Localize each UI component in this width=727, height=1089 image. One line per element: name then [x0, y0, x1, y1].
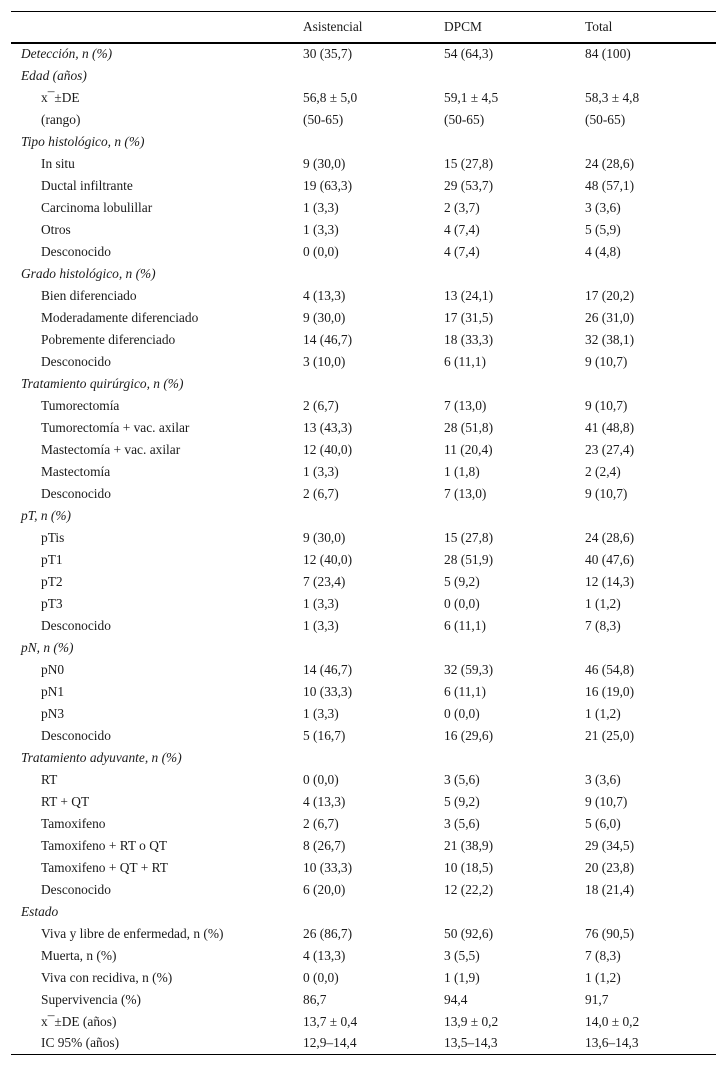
section-row: [11, 637, 716, 659]
cell-total: 24 (28,6): [585, 155, 635, 171]
row-label: Mastectomía + vac. axilar: [41, 441, 181, 457]
row-label: Supervivencia (%): [41, 991, 142, 1007]
row-label: Muerta, n (%): [41, 947, 117, 963]
table-row: [11, 703, 716, 725]
row-label: Tratamiento adyuvante, n (%): [21, 749, 182, 765]
cell-dpcm: 15 (27,8): [444, 529, 494, 545]
cell-asistencial: 5 (16,7): [303, 727, 346, 743]
cell-asistencial: 0 (0,0): [303, 771, 339, 787]
row-label: Edad (años): [21, 67, 87, 83]
cell-asistencial: 3 (10,0): [303, 353, 346, 369]
row-label: Estado: [21, 903, 59, 919]
table-row: [11, 395, 716, 417]
table-row: [11, 285, 716, 307]
table-body: [11, 43, 716, 1055]
table-row: [11, 483, 716, 505]
cell-total: 24 (28,6): [585, 529, 635, 545]
cell-asistencial: 12,9–14,4: [293, 1033, 434, 1055]
cell-total: 46 (54,8): [585, 661, 635, 677]
cell-asistencial: [293, 747, 434, 769]
table-row: [11, 945, 716, 967]
cell-dpcm: 94,4: [444, 991, 468, 1007]
row-label: Carcinoma lobulillar: [41, 199, 153, 215]
cell-total: [575, 505, 716, 527]
cell-dpcm: 32 (59,3): [444, 661, 494, 677]
cell-dpcm: 0 (0,0): [444, 705, 480, 721]
cell-total: 3 (3,6): [585, 199, 621, 215]
table-row: [11, 615, 716, 637]
table-row: [11, 527, 716, 549]
cell-total: 1 (1,2): [585, 969, 621, 985]
row-label: Tamoxifeno + RT o QT: [41, 837, 168, 853]
cell-asistencial: 4 (13,3): [303, 793, 346, 809]
cell-asistencial: 14 (46,7): [303, 331, 353, 347]
cell-asistencial: 12 (40,0): [303, 551, 353, 567]
cell-dpcm: [434, 505, 575, 527]
row-label: Tumorectomía + vac. axilar: [41, 419, 190, 435]
cell-dpcm: 16 (29,6): [444, 727, 494, 743]
cell-total: 9 (10,7): [585, 793, 628, 809]
cell-dpcm: 18 (33,3): [444, 331, 494, 347]
table-row: [11, 417, 716, 439]
cell-dpcm: [434, 901, 575, 923]
cell-asistencial: 1 (3,3): [303, 617, 339, 633]
cell-total: [575, 131, 716, 153]
cell-total: 12 (14,3): [585, 573, 635, 589]
cell-dpcm: 29 (53,7): [444, 177, 494, 193]
cell-asistencial: [293, 901, 434, 923]
cell-asistencial: 7 (23,4): [303, 573, 346, 589]
cell-dpcm: 3 (5,6): [444, 771, 480, 787]
cell-total: 23 (27,4): [585, 441, 635, 457]
table-container: [11, 11, 716, 1055]
cell-total: 7 (8,3): [585, 947, 621, 963]
table-row: [11, 813, 716, 835]
row-label: (rango): [41, 111, 81, 127]
row-label: Tamoxifeno: [41, 815, 106, 831]
cell-dpcm: [434, 65, 575, 87]
cell-dpcm: 4 (7,4): [444, 221, 480, 237]
cell-dpcm: 11 (20,4): [444, 441, 493, 457]
row-label: RT: [41, 771, 58, 787]
row-label: Tumorectomía: [41, 397, 120, 413]
cell-dpcm: 5 (9,2): [444, 573, 480, 589]
cell-dpcm: 1 (1,9): [444, 969, 480, 985]
table-row: [11, 87, 716, 109]
cell-asistencial: 26 (86,7): [303, 925, 353, 941]
cell-total: 18 (21,4): [585, 881, 635, 897]
cell-asistencial: 13,7 ± 0,4: [303, 1013, 358, 1029]
table-row: [11, 329, 716, 351]
row-label: Viva con recidiva, n (%): [41, 969, 173, 985]
cell-total: 17 (20,2): [585, 287, 635, 303]
row-label: Desconocido: [41, 617, 111, 633]
cell-asistencial: 9 (30,0): [303, 529, 346, 545]
cell-asistencial: 1 (3,3): [303, 463, 339, 479]
cell-asistencial: 10 (33,3): [303, 683, 353, 699]
cell-total: 13,6–14,3: [575, 1033, 716, 1055]
cell-asistencial: 4 (13,3): [303, 947, 346, 963]
section-row: [11, 65, 716, 87]
row-label: pN1: [41, 683, 65, 699]
cell-total: 14,0 ± 0,2: [585, 1013, 640, 1029]
table-row: [11, 879, 716, 901]
cell-dpcm: [434, 637, 575, 659]
cell-dpcm: [434, 373, 575, 395]
table-row: [11, 439, 716, 461]
section-row: [11, 373, 716, 395]
cell-dpcm: 6 (11,1): [444, 617, 486, 633]
header-row: [11, 12, 716, 43]
cell-total: 48 (57,1): [585, 177, 635, 193]
table-row: [11, 307, 716, 329]
row-label: pT1: [41, 551, 63, 567]
cell-total: 32 (38,1): [585, 331, 635, 347]
cell-total: 76 (90,5): [585, 925, 635, 941]
cell-dpcm: 21 (38,9): [444, 837, 494, 853]
cell-asistencial: 1 (3,3): [303, 595, 339, 611]
cell-dpcm: [434, 747, 575, 769]
cell-total: [575, 263, 716, 285]
cell-dpcm: 13,9 ± 0,2: [444, 1013, 499, 1029]
cell-total: 21 (25,0): [585, 727, 635, 743]
cell-total: 3 (3,6): [585, 771, 621, 787]
header-cell: DPCM: [434, 12, 575, 43]
row-label: Desconocido: [41, 485, 111, 501]
table-row: [11, 923, 716, 945]
data-table: [11, 11, 716, 1055]
row-label: Ductal infiltrante: [41, 177, 133, 193]
row-label: pT3: [41, 595, 63, 611]
table-row: [11, 1033, 716, 1055]
row-label: pN3: [41, 705, 65, 721]
table-row: [11, 659, 716, 681]
cell-total: 9 (10,7): [585, 397, 628, 413]
cell-dpcm: 1 (1,8): [444, 463, 480, 479]
cell-dpcm: 10 (18,5): [444, 859, 494, 875]
row-label: Desconocido: [41, 881, 111, 897]
cell-total: 7 (8,3): [585, 617, 621, 633]
row-label: Desconocido: [41, 727, 111, 743]
cell-asistencial: 9 (30,0): [303, 309, 346, 325]
cell-dpcm: 12 (22,2): [444, 881, 494, 897]
row-label: Bien diferenciado: [41, 287, 137, 303]
cell-asistencial: 30 (35,7): [293, 43, 434, 65]
cell-total: 58,3 ± 4,8: [585, 89, 640, 105]
cell-asistencial: [293, 505, 434, 527]
cell-total: 4 (4,8): [585, 243, 621, 259]
cell-dpcm: 28 (51,9): [444, 551, 494, 567]
cell-total: 29 (34,5): [585, 837, 635, 853]
table-row: [11, 549, 716, 571]
row-label: pT, n (%): [21, 507, 71, 523]
cell-dpcm: [434, 263, 575, 285]
cell-total: (50-65): [585, 111, 626, 127]
cell-total: 1 (1,2): [585, 595, 621, 611]
table-row: [11, 153, 716, 175]
cell-asistencial: 9 (30,0): [303, 155, 346, 171]
row-label: pN, n (%): [21, 639, 74, 655]
table-row: [11, 989, 716, 1011]
cell-asistencial: [293, 65, 434, 87]
cell-dpcm: 0 (0,0): [444, 595, 480, 611]
cell-total: 5 (6,0): [585, 815, 621, 831]
cell-total: 16 (19,0): [585, 683, 635, 699]
cell-dpcm: 54 (64,3): [434, 43, 575, 65]
cell-asistencial: 2 (6,7): [303, 485, 339, 501]
cell-asistencial: 12 (40,0): [303, 441, 353, 457]
header-cell: Asistencial: [293, 12, 434, 43]
row-label: Desconocido: [41, 243, 111, 259]
row-label: x¯±DE (años): [41, 1013, 117, 1029]
row-label: Viva y libre de enfermedad, n (%): [41, 925, 224, 941]
row-label: Desconocido: [41, 353, 111, 369]
cell-dpcm: 5 (9,2): [444, 793, 480, 809]
table-row: [11, 1011, 716, 1033]
cell-asistencial: 56,8 ± 5,0: [303, 89, 358, 105]
cell-dpcm: 13,5–14,3: [434, 1033, 575, 1055]
cell-dpcm: 59,1 ± 4,5: [444, 89, 499, 105]
cell-asistencial: 4 (13,3): [303, 287, 346, 303]
table-row: [11, 571, 716, 593]
cell-total: 1 (1,2): [585, 705, 621, 721]
section-row: [11, 43, 716, 65]
header-cell: Total: [575, 12, 716, 43]
cell-asistencial: 6 (20,0): [303, 881, 346, 897]
row-label: pTis: [41, 529, 65, 545]
cell-total: 20 (23,8): [585, 859, 635, 875]
section-row: [11, 747, 716, 769]
cell-asistencial: [293, 637, 434, 659]
cell-asistencial: 10 (33,3): [303, 859, 353, 875]
cell-asistencial: 2 (6,7): [303, 815, 339, 831]
cell-total: [575, 637, 716, 659]
table-row: [11, 351, 716, 373]
cell-asistencial: 2 (6,7): [303, 397, 339, 413]
cell-dpcm: [434, 131, 575, 153]
cell-asistencial: 19 (63,3): [303, 177, 353, 193]
cell-asistencial: [293, 373, 434, 395]
table-row: [11, 769, 716, 791]
table-row: [11, 241, 716, 263]
cell-asistencial: 13 (43,3): [303, 419, 353, 435]
cell-dpcm: 28 (51,8): [444, 419, 494, 435]
row-label: Moderadamente diferenciado: [41, 309, 199, 325]
row-label: In situ: [41, 155, 75, 171]
cell-total: 9 (10,7): [585, 353, 628, 369]
cell-total: 9 (10,7): [585, 485, 628, 501]
cell-total: 84 (100): [575, 43, 716, 65]
cell-total: [575, 65, 716, 87]
cell-asistencial: 0 (0,0): [303, 969, 339, 985]
section-row: [11, 901, 716, 923]
row-label: Mastectomía: [41, 463, 111, 479]
cell-total: [575, 373, 716, 395]
cell-dpcm: (50-65): [444, 111, 485, 127]
cell-total: [575, 901, 716, 923]
cell-asistencial: 0 (0,0): [303, 243, 339, 259]
cell-total: 2 (2,4): [585, 463, 621, 479]
cell-asistencial: 1 (3,3): [303, 199, 339, 215]
table-row: [11, 791, 716, 813]
cell-asistencial: [293, 131, 434, 153]
cell-asistencial: 8 (26,7): [303, 837, 346, 853]
cell-total: 91,7: [585, 991, 609, 1007]
table-row: [11, 681, 716, 703]
cell-dpcm: 6 (11,1): [444, 683, 486, 699]
cell-asistencial: 1 (3,3): [303, 705, 339, 721]
table-row: [11, 461, 716, 483]
cell-dpcm: 15 (27,8): [444, 155, 494, 171]
row-label: Detección, n (%): [11, 43, 293, 65]
table-row: [11, 857, 716, 879]
cell-asistencial: 1 (3,3): [303, 221, 339, 237]
table-row: [11, 967, 716, 989]
cell-dpcm: 6 (11,1): [444, 353, 486, 369]
row-label: RT + QT: [41, 793, 90, 809]
cell-total: [575, 747, 716, 769]
row-label: Grado histológico, n (%): [21, 265, 156, 281]
table-row: [11, 593, 716, 615]
table-row: [11, 219, 716, 241]
table-row: [11, 835, 716, 857]
row-label: Otros: [41, 221, 71, 237]
cell-total: 40 (47,6): [585, 551, 635, 567]
section-row: [11, 505, 716, 527]
row-label: pN0: [41, 661, 65, 677]
cell-dpcm: 2 (3,7): [444, 199, 480, 215]
cell-dpcm: 3 (5,5): [444, 947, 480, 963]
row-label: IC 95% (años): [11, 1033, 293, 1055]
cell-total: 26 (31,0): [585, 309, 635, 325]
row-label: Tipo histológico, n (%): [21, 133, 145, 149]
table-row: [11, 725, 716, 747]
cell-asistencial: [293, 263, 434, 285]
row-label: pT2: [41, 573, 63, 589]
row-label: Tamoxifeno + QT + RT: [41, 859, 168, 875]
table-row: [11, 175, 716, 197]
table-row: [11, 109, 716, 131]
cell-asistencial: 14 (46,7): [303, 661, 353, 677]
cell-dpcm: 7 (13,0): [444, 485, 487, 501]
cell-asistencial: (50-65): [303, 111, 344, 127]
cell-dpcm: 50 (92,6): [444, 925, 494, 941]
row-label: Tratamiento quirúrgico, n (%): [21, 375, 184, 391]
table-row: [11, 197, 716, 219]
row-label: x¯±DE: [41, 89, 80, 105]
cell-dpcm: 13 (24,1): [444, 287, 494, 303]
cell-total: 5 (5,9): [585, 221, 621, 237]
cell-dpcm: 3 (5,6): [444, 815, 480, 831]
section-row: [11, 263, 716, 285]
cell-total: 41 (48,8): [585, 419, 635, 435]
cell-asistencial: 86,7: [303, 991, 327, 1007]
cell-dpcm: 17 (31,5): [444, 309, 494, 325]
header-cell: [11, 12, 293, 43]
section-row: [11, 131, 716, 153]
cell-dpcm: 4 (7,4): [444, 243, 480, 259]
row-label: Pobremente diferenciado: [41, 331, 176, 347]
cell-dpcm: 7 (13,0): [444, 397, 487, 413]
